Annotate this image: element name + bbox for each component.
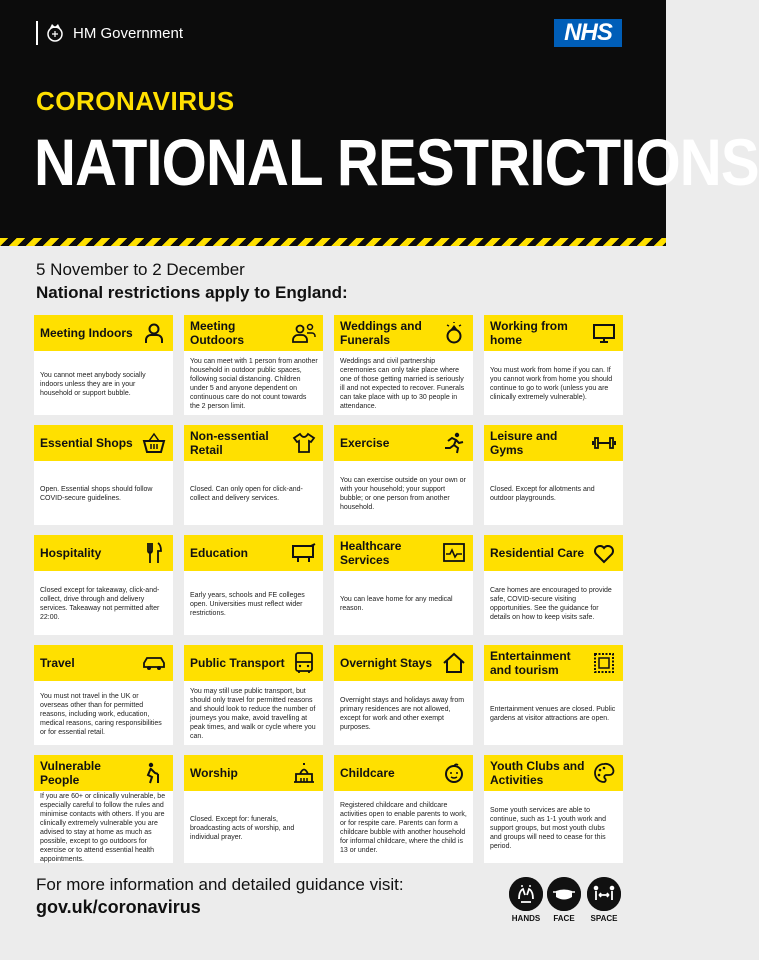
place-of-worship-icon bbox=[292, 761, 316, 785]
person-icon bbox=[142, 321, 166, 345]
card-residential-care bbox=[484, 535, 623, 635]
card-title: Weddings and Funerals bbox=[340, 319, 422, 347]
card-worship bbox=[184, 755, 323, 863]
space-badge bbox=[584, 877, 624, 923]
house-icon bbox=[442, 651, 466, 675]
kicker-heading: CORONAVIRUS bbox=[36, 86, 235, 116]
card-vulnerable-people bbox=[34, 755, 173, 863]
card-title: Healthcare Services bbox=[340, 539, 402, 567]
card-title: Hospitality bbox=[40, 546, 102, 560]
card-title: Leisure and Gyms bbox=[490, 429, 558, 457]
hm-government-label: HM Government bbox=[73, 24, 184, 42]
header-banner bbox=[0, 0, 759, 240]
card-healthcare-services bbox=[334, 535, 473, 635]
card-title: Working from home bbox=[490, 319, 568, 347]
card-text: You must work from home if you can. If you cannot work from home you should continue to go to work (unless you are clinically extremely vulnerable). bbox=[490, 367, 613, 401]
monitor-icon bbox=[592, 321, 616, 345]
card-title: Essential Shops bbox=[40, 436, 133, 450]
blackboard-icon bbox=[292, 541, 316, 565]
palette-icon bbox=[592, 761, 616, 785]
card-title: Overnight Stays bbox=[340, 656, 433, 670]
bus-icon bbox=[292, 651, 316, 675]
face-label: FACE bbox=[553, 914, 575, 923]
hands-icon bbox=[509, 877, 543, 911]
car-icon bbox=[142, 651, 166, 675]
card-entertainment-tourism bbox=[484, 645, 623, 745]
walking-stick-icon bbox=[142, 761, 166, 785]
card-title: Travel bbox=[40, 656, 75, 670]
card-title: Youth Clubs and Activities bbox=[490, 759, 585, 787]
card-text: Early years, schools and FE colleges open. Universities must reflect wider restrictions. bbox=[190, 591, 305, 617]
card-childcare bbox=[334, 755, 473, 863]
ring-icon bbox=[442, 321, 466, 345]
card-public-transport bbox=[184, 645, 323, 745]
face-mask-icon bbox=[547, 877, 581, 911]
card-text: Weddings and civil partnership ceremonies can only take place where one of those getting married is seriously ill and not expected to recover. Funerals can take place with up to 30 people in attendance. bbox=[340, 358, 465, 410]
card-title: Exercise bbox=[340, 436, 390, 450]
card-text: Registered childcare and childcare activities open to enable parents to work, or for respite care. Parents can form a childcare bubble with another household for informal childcare, where the child is 13 or under. bbox=[340, 802, 467, 854]
royal-crest-icon bbox=[44, 22, 66, 44]
nhs-logo: NHS bbox=[554, 19, 622, 47]
card-title: Entertainment and tourism bbox=[490, 649, 571, 677]
card-title: Education bbox=[190, 546, 249, 560]
footer-info: For more information and detailed guidance visit: bbox=[36, 875, 404, 894]
hands-badge bbox=[506, 877, 546, 923]
card-text: You can exercise outside on your own or with your household; your support bubble; or one person from another household. bbox=[340, 477, 466, 511]
card-title: Public Transport bbox=[190, 656, 285, 670]
basket-icon bbox=[142, 431, 166, 455]
baby-icon bbox=[442, 761, 466, 785]
card-text: Overnight stays and holidays away from primary residences are not allowed, except for work and other exempt purposes. bbox=[340, 697, 465, 731]
space-label: SPACE bbox=[590, 914, 618, 923]
hm-government-logo bbox=[36, 20, 183, 46]
card-hospitality bbox=[34, 535, 173, 635]
card-title: Childcare bbox=[340, 766, 395, 780]
card-meeting-indoors bbox=[34, 315, 173, 415]
card-text: Open. Essential shops should follow COVID-secure guidelines. bbox=[40, 486, 153, 502]
card-title: Meeting Outdoors bbox=[190, 319, 244, 347]
card-non-essential-retail bbox=[184, 425, 323, 525]
card-text: Closed. Except for: funerals, broadcasting acts of worship, and individual prayer. bbox=[190, 815, 295, 841]
card-title: Residential Care bbox=[490, 546, 585, 560]
card-text: Closed. Except for allotments and outdoor playgrounds. bbox=[490, 486, 595, 502]
space-distancing-icon bbox=[587, 877, 621, 911]
stamp-icon bbox=[592, 651, 616, 675]
card-text: You must not travel in the UK or overseas other than for permitted reasons, including work, education, medical reasons, caring responsibilities or for essential retail. bbox=[40, 692, 162, 736]
card-leisure-gyms bbox=[484, 425, 623, 525]
card-education bbox=[184, 535, 323, 635]
page-title: NATIONAL RESTRICTIONS bbox=[34, 125, 759, 199]
two-people-icon bbox=[292, 321, 316, 345]
card-text: If you are 60+ or clinically vulnerable, be especially careful to follow the rules and minimise contacts with others. If you are clinically extremely vulnerable you are advised to stay at home as much as possible, except to go outdoors for exercise or to attend essential health appointments. bbox=[40, 793, 166, 863]
applies-heading: National restrictions apply to England: bbox=[36, 283, 348, 302]
hands-label: HANDS bbox=[511, 914, 541, 923]
card-working-from-home bbox=[484, 315, 623, 415]
card-title: Meeting Indoors bbox=[40, 326, 133, 340]
card-youth-clubs bbox=[484, 755, 623, 863]
footer-url-link[interactable]: gov.uk/coronavirus bbox=[36, 897, 201, 917]
cutlery-icon bbox=[142, 541, 166, 565]
runner-icon bbox=[442, 431, 466, 455]
card-title: Non-essential Retail bbox=[190, 429, 269, 457]
card-text: Some youth services are able to continue, such as 1-1 youth work and support groups, but most youth clubs and groups will need to cease for this period. bbox=[490, 806, 606, 850]
hazard-stripe bbox=[0, 238, 666, 246]
heartbeat-icon bbox=[442, 541, 466, 565]
restrictions-grid bbox=[34, 315, 624, 863]
card-essential-shops bbox=[34, 425, 173, 525]
heart-icon bbox=[592, 541, 616, 565]
date-range: 5 November to 2 December bbox=[36, 260, 245, 279]
card-text: You may still use public transport, but should only travel for permitted reasons and should look to reduce the number of journeys you make, avoid travelling at peak times, and walk or cycle where you can. bbox=[190, 688, 316, 740]
tshirt-icon bbox=[292, 431, 316, 455]
card-text: Care homes are encouraged to provide safe, COVID-secure visiting opportunities. See the guidance for details on how to keep visits safe. bbox=[490, 587, 612, 621]
card-weddings-funerals bbox=[334, 315, 473, 415]
card-travel bbox=[34, 645, 173, 745]
card-text: Closed. Can only open for click-and-collect and delivery services. bbox=[190, 486, 303, 502]
dumbbell-icon bbox=[592, 431, 616, 455]
card-text: You can meet with 1 person from another household in outdoor public spaces, following social distancing. Children under 5 and anyone dependent on continuous care do not count towards the 2 person limit. bbox=[190, 358, 318, 410]
face-badge bbox=[544, 877, 584, 923]
card-text: You can leave home for any medical reason. bbox=[340, 596, 453, 612]
card-text: You cannot meet anybody socially indoors unless they are in your household or support bubble. bbox=[40, 371, 146, 397]
card-overnight-stays bbox=[334, 645, 473, 745]
card-meeting-outdoors bbox=[184, 315, 323, 415]
card-title: Vulnerable People bbox=[40, 759, 101, 787]
card-text: Entertainment venues are closed. Public gardens at visitor attractions are open. bbox=[490, 706, 616, 722]
card-text: Closed except for takeaway, click-and-collect, drive through and delivery services. Takeaway not permitted after 22:00. bbox=[40, 587, 160, 621]
card-exercise bbox=[334, 425, 473, 525]
card-title: Worship bbox=[190, 766, 238, 780]
